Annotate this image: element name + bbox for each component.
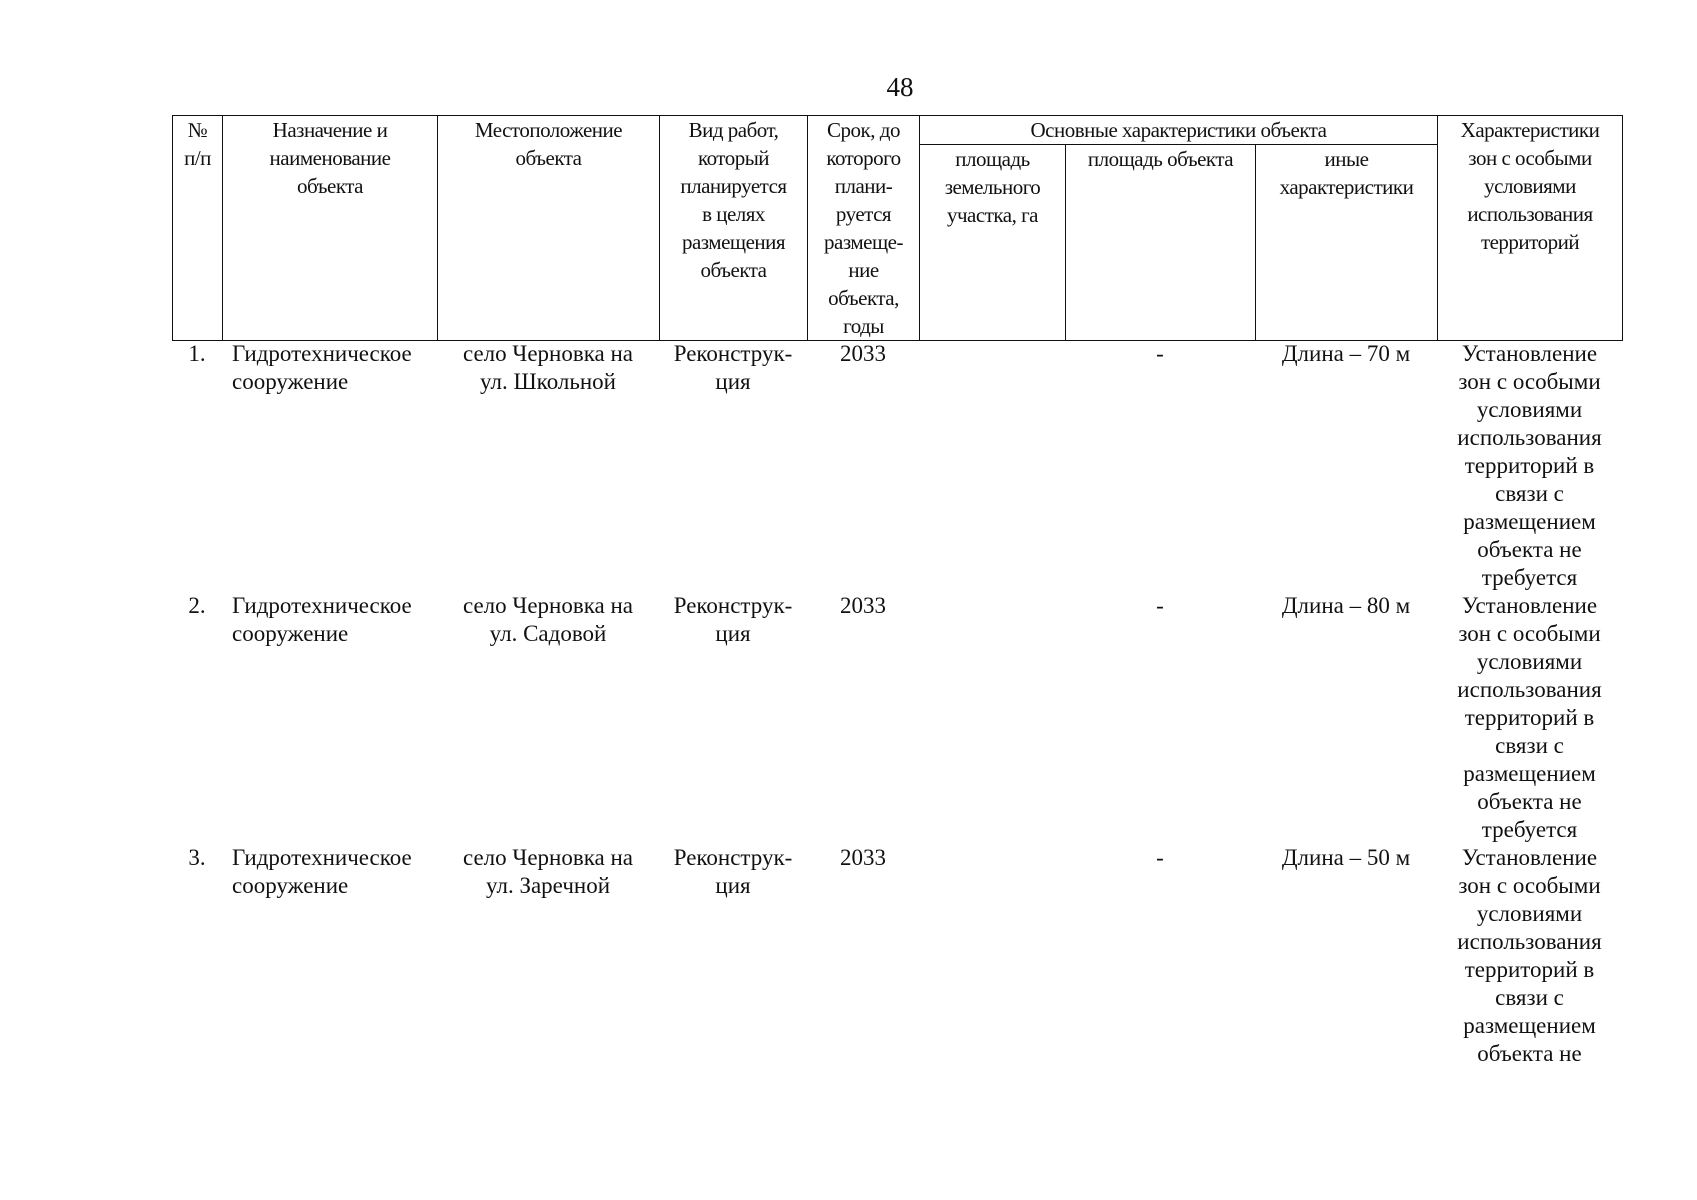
header-num: № п/п <box>173 116 223 341</box>
row-zones: Установление зон с особыми условиями использования территорий в связи с размещением объекта не <box>1457 845 1602 1066</box>
row-number: 2. <box>188 593 206 618</box>
table-body <box>172 340 1622 1096</box>
table-header <box>172 115 1623 341</box>
row-other-characteristics: Длина – 80 м <box>1281 593 1411 618</box>
row-deadline: 2033 <box>840 341 886 366</box>
row-land-area <box>919 340 1065 592</box>
row-deadline: 2033 <box>840 845 886 870</box>
table-row <box>172 844 1622 1096</box>
header-name: Назначение и наименование объекта <box>223 116 438 341</box>
row-name: Гидротехническое сооружение <box>232 593 412 646</box>
header-work-type: Вид работ, который планируется в целях размещения объекта <box>660 116 808 341</box>
header-zones: Характеристики зон с особыми условиями использования территорий <box>1438 116 1623 341</box>
row-object-area: - <box>1156 845 1164 870</box>
row-number: 1. <box>188 341 206 366</box>
table-row <box>172 340 1622 592</box>
header-land-area: площадь земельного участка, га <box>920 145 1066 341</box>
row-other-characteristics: Длина – 70 м <box>1281 341 1411 366</box>
row-work-type: Реконструк- ция <box>673 845 793 898</box>
row-object-area: - <box>1156 341 1164 366</box>
row-zones: Установление зон с особыми условиями использования территорий в связи с размещением объекта не требуется <box>1457 593 1602 842</box>
row-work-type: Реконструк- ция <box>673 341 793 394</box>
header-deadline: Срок, до которого плани- руется размеще- ние объекта, годы <box>808 116 920 341</box>
header-main-characteristics: Основные характеристики объекта <box>920 116 1438 145</box>
row-location: село Черновка на ул. Садовой <box>462 593 634 646</box>
row-location: село Черновка на ул. Заречной <box>462 845 634 898</box>
table-row <box>172 592 1622 844</box>
row-deadline: 2033 <box>840 593 886 618</box>
row-location: село Черновка на ул. Школьной <box>462 341 634 394</box>
header-other-characteristics: иные характеристики <box>1256 145 1438 341</box>
row-zones: Установление зон с особыми условиями использования территорий в связи с размещением объекта не требуется <box>1457 341 1602 590</box>
row-object-area: - <box>1156 593 1164 618</box>
header-object-area: площадь объекта <box>1066 145 1256 341</box>
row-land-area <box>919 844 1065 1096</box>
row-name: Гидротехническое сооружение <box>232 845 412 898</box>
header-location: Местоположение объекта <box>438 116 660 341</box>
page-number: 48 <box>886 72 914 102</box>
row-number: 3. <box>188 845 206 870</box>
row-other-characteristics: Длина – 50 м <box>1281 845 1411 870</box>
row-name: Гидротехническое сооружение <box>232 341 412 394</box>
row-work-type: Реконструк- ция <box>673 593 793 646</box>
row-land-area <box>919 592 1065 844</box>
